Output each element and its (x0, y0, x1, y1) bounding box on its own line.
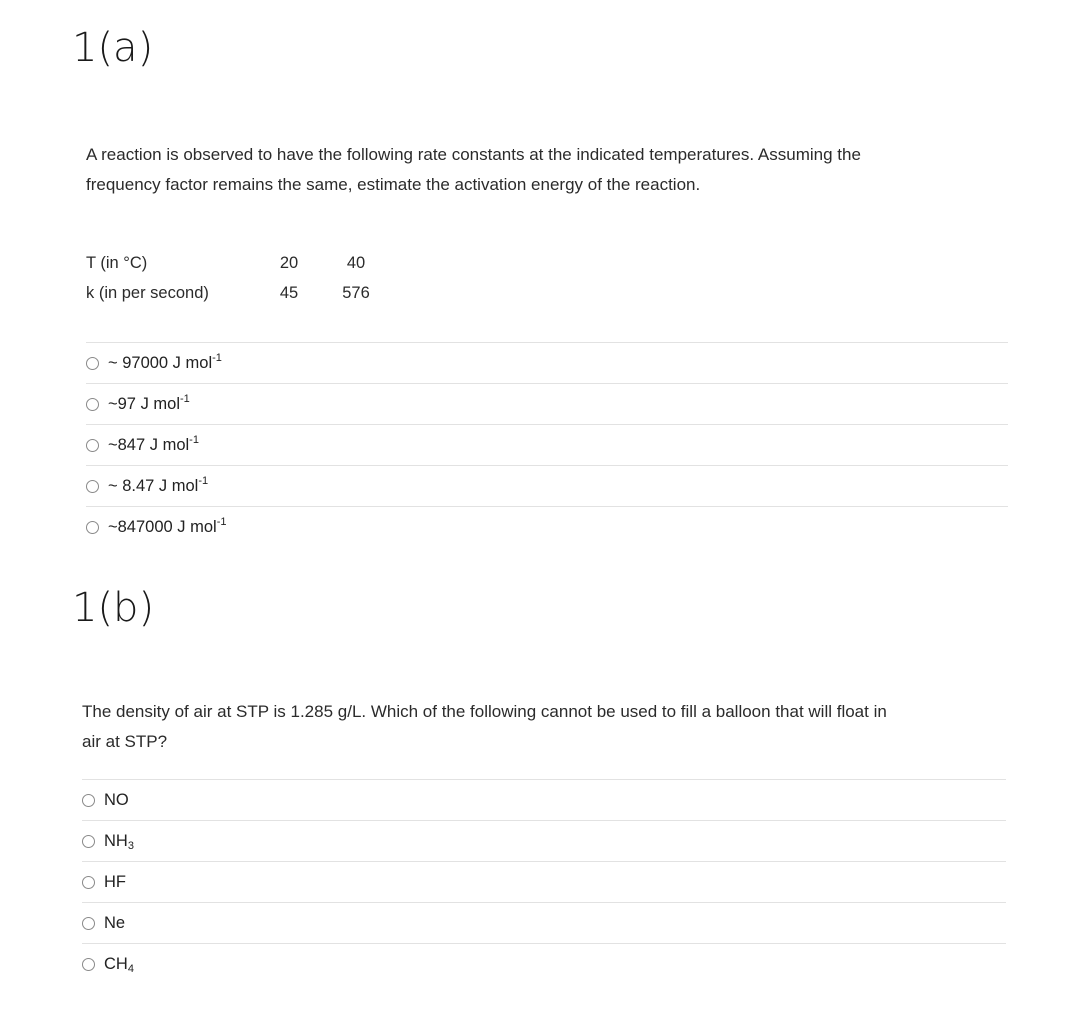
option-label: ~ 8.47 J mol$^{-1}$ (108, 474, 209, 495)
answer-option[interactable] (82, 820, 1006, 861)
radio-button[interactable] (86, 480, 99, 493)
radio-button[interactable] (82, 835, 95, 848)
question-1b-prompt-line-1: The density of air at STP is 1.285 g/L. Which of the following cannot be used to fill a balloon that will float in (82, 702, 887, 721)
answer-option[interactable] (82, 861, 1006, 902)
radio-button[interactable] (82, 794, 95, 807)
answer-option[interactable] (82, 902, 1006, 943)
question-1a-prompt (86, 140, 1046, 200)
question-1b-prompt (82, 697, 1042, 757)
option-label: Ne (104, 913, 126, 932)
question-1a-prompt-line-2: frequency factor remains the same, estimate the activation energy of the reaction. (86, 175, 701, 194)
question-1b-options (82, 779, 1006, 984)
option-label: ~847000 J mol$^{-1}$ (108, 515, 227, 536)
table-row (86, 278, 392, 308)
option-label: $NH_3$ (104, 831, 134, 852)
question-1a-heading: 1(a) (72, 25, 154, 71)
option-label: HF (104, 872, 126, 891)
rate-constant-table (86, 248, 392, 308)
answer-option[interactable] (82, 779, 1006, 820)
question-1b-prompt-line-2: air at STP? (82, 732, 168, 751)
radio-button[interactable] (86, 398, 99, 411)
question-1a-options (86, 342, 1008, 547)
answer-option[interactable] (86, 342, 1008, 383)
radio-button[interactable] (82, 917, 95, 930)
option-label: ~97 J mol$^{-1}$ (108, 392, 190, 413)
radio-button[interactable] (86, 521, 99, 534)
temperature-label: T (in °C) (86, 253, 148, 272)
table-row (86, 248, 392, 278)
radio-button[interactable] (82, 876, 95, 889)
radio-button[interactable] (86, 357, 99, 370)
radio-button[interactable] (86, 439, 99, 452)
option-label: $CH_4$ (104, 954, 134, 975)
question-1b-heading: 1(b) (72, 585, 155, 631)
answer-option[interactable] (82, 943, 1006, 984)
table-cell: 45 (279, 283, 299, 302)
radio-button[interactable] (82, 958, 95, 971)
answer-option[interactable] (86, 506, 1008, 547)
option-label: ~847 J mol$^{-1}$ (108, 433, 199, 454)
answer-option[interactable] (86, 424, 1008, 465)
option-label: NO (104, 790, 129, 809)
table-cell: 576 (342, 283, 370, 302)
table-cell: 20 (279, 253, 299, 272)
answer-option[interactable] (86, 383, 1008, 424)
answer-option[interactable] (86, 465, 1008, 506)
table-cell: 40 (346, 253, 366, 272)
rate-constant-label: k (in per second) (86, 283, 209, 302)
question-1a-prompt-line-1: A reaction is observed to have the following rate constants at the indicated temperatures. Assuming the (86, 145, 861, 164)
option-label: ~ 97000 J mol$^{-1}$ (108, 351, 222, 372)
